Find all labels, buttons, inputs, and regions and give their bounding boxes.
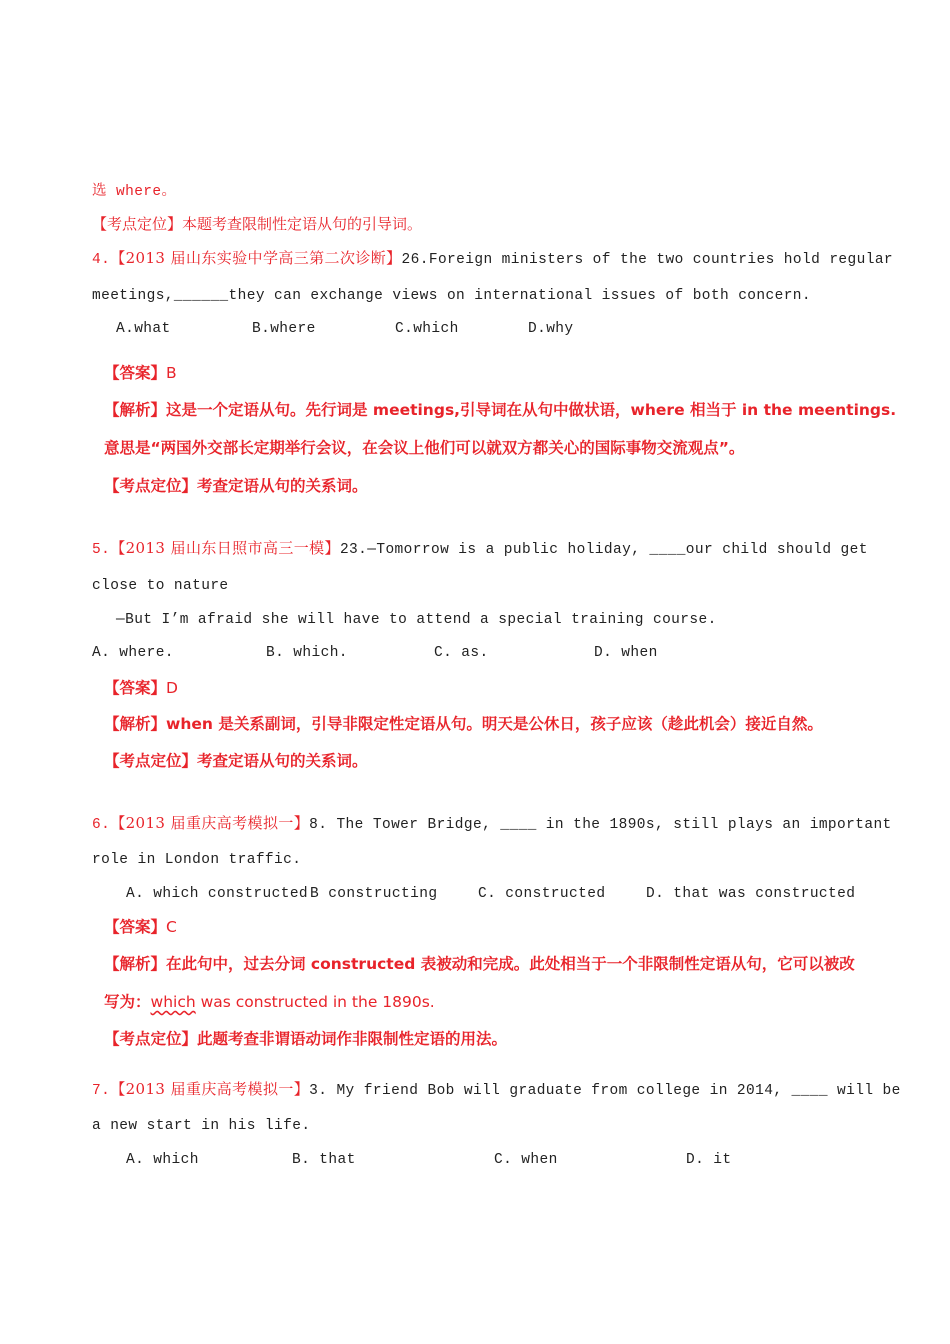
q5-stem-line-1 bbox=[92, 538, 868, 560]
q5-stem-line-2: close to nature bbox=[92, 578, 229, 594]
q6-option-c: C. constructed bbox=[478, 886, 606, 902]
q4-option-b: B.where bbox=[252, 321, 316, 337]
q4-answer-label: 【答案】 bbox=[104, 364, 167, 382]
q6-option-b: B constructing bbox=[310, 886, 438, 902]
q7-stem-line-2: a new start in his life. bbox=[92, 1118, 311, 1134]
q6-answer-label: 【答案】 bbox=[104, 918, 167, 936]
q4-analysis-label: 【解析】 bbox=[104, 401, 167, 419]
q7-option-d: D. it bbox=[686, 1152, 732, 1168]
q6-source: 【2013 届重庆高考模拟一】 bbox=[110, 814, 310, 832]
q5-answer-label: 【答案】 bbox=[104, 679, 167, 697]
q6-option-d: D. that was constructed bbox=[646, 886, 856, 902]
q6-key-point: 【考点定位】此题考查非谓语动词作非限制性定语的用法。 bbox=[104, 1030, 508, 1048]
q6-answer bbox=[104, 917, 177, 937]
q5-option-b: B. which. bbox=[266, 645, 348, 661]
q4-analysis-text-1: 这是一个定语从句。先行词是 meetings,引导词在从句中做状语，where 相当于 in the meentings. bbox=[166, 401, 897, 419]
q4-stem-line-1 bbox=[92, 248, 893, 270]
q6-analysis-rewrite: was constructed in the 1890s. bbox=[195, 993, 435, 1011]
intro-key-point: 【考点定位】本题考查限制性定语从句的引导词。 bbox=[92, 215, 423, 233]
q6-analysis-text-1: 在此句中，过去分词 constructed 表被动和完成。此处相当于一个非限制性定语从句，它可以被改 bbox=[166, 955, 855, 973]
q7-source: 【2013 届重庆高考模拟一】 bbox=[110, 1080, 310, 1098]
q7-option-b: B. that bbox=[292, 1152, 356, 1168]
q4-answer bbox=[104, 363, 177, 383]
q7-stem-text-1: 3. My friend Bob will graduate from college in 2014, ____ will be bbox=[309, 1083, 901, 1099]
q6-stem-line-1 bbox=[92, 813, 892, 835]
q5-analysis-text-1: when 是关系副词，引导非限定性定语从句。明天是公休日，孩子应该（趁此机会）接近自然。 bbox=[166, 715, 823, 733]
q6-analysis-prefix: 写为： bbox=[104, 993, 151, 1011]
q5-option-a: A. where. bbox=[92, 645, 174, 661]
q5-option-d: D. when bbox=[594, 645, 658, 661]
q4-analysis-line-1 bbox=[104, 400, 896, 420]
intro-line-1: 选 where。 bbox=[92, 184, 177, 200]
q4-option-d: D.why bbox=[528, 321, 574, 337]
q7-number: 7. bbox=[92, 1083, 111, 1099]
q6-stem-line-2: role in London traffic. bbox=[92, 852, 302, 868]
q4-option-a: A.what bbox=[116, 321, 171, 337]
q4-source: 【2013 届山东实验中学高三第二次诊断】 bbox=[110, 249, 402, 267]
q5-source: 【2013 届山东日照市高三一模】 bbox=[110, 539, 340, 557]
q4-stem-text-1: 26.Foreign ministers of the two countries hold regular bbox=[401, 252, 894, 268]
q5-answer bbox=[104, 678, 178, 698]
q6-analysis-label: 【解析】 bbox=[104, 955, 167, 973]
q6-number: 6. bbox=[92, 817, 111, 833]
q4-answer-value: B bbox=[166, 364, 177, 382]
q5-number: 5. bbox=[92, 542, 111, 558]
q5-stem-line-3: —But I’m afraid she will have to attend a special training course. bbox=[116, 612, 717, 628]
q6-answer-value: C bbox=[166, 918, 177, 936]
q6-analysis-line-2 bbox=[104, 992, 435, 1012]
q7-option-c: C. when bbox=[494, 1152, 558, 1168]
q4-analysis-line-2: 意思是“两国外交部长定期举行会议，在会议上他们可以就双方都关心的国际事物交流观点”。 bbox=[104, 439, 745, 457]
q5-answer-value: D bbox=[166, 679, 178, 697]
q4-stem-line-2: meetings,______they can exchange views on international issues of both concern. bbox=[92, 288, 812, 304]
q4-option-c: C.which bbox=[395, 321, 459, 337]
q6-analysis-which: which bbox=[150, 993, 196, 1011]
q6-analysis-line-1 bbox=[104, 954, 855, 974]
q5-analysis-label: 【解析】 bbox=[104, 715, 167, 733]
q4-key-point: 【考点定位】考查定语从句的关系词。 bbox=[104, 477, 368, 495]
q6-option-a: A. which constructed bbox=[126, 886, 309, 902]
q6-stem-text-1: 8. The Tower Bridge, ____ in the 1890s, still plays an important bbox=[309, 817, 892, 833]
q4-number: 4. bbox=[92, 252, 111, 268]
q5-option-c: C. as. bbox=[434, 645, 489, 661]
q5-key-point: 【考点定位】考查定语从句的关系词。 bbox=[104, 752, 368, 770]
q7-option-a: A. which bbox=[126, 1152, 199, 1168]
q7-stem-line-1 bbox=[92, 1079, 901, 1101]
q5-analysis-line-1 bbox=[104, 714, 823, 734]
q5-stem-text-1: 23.—Tomorrow is a public holiday, ____our child should get bbox=[339, 542, 868, 558]
